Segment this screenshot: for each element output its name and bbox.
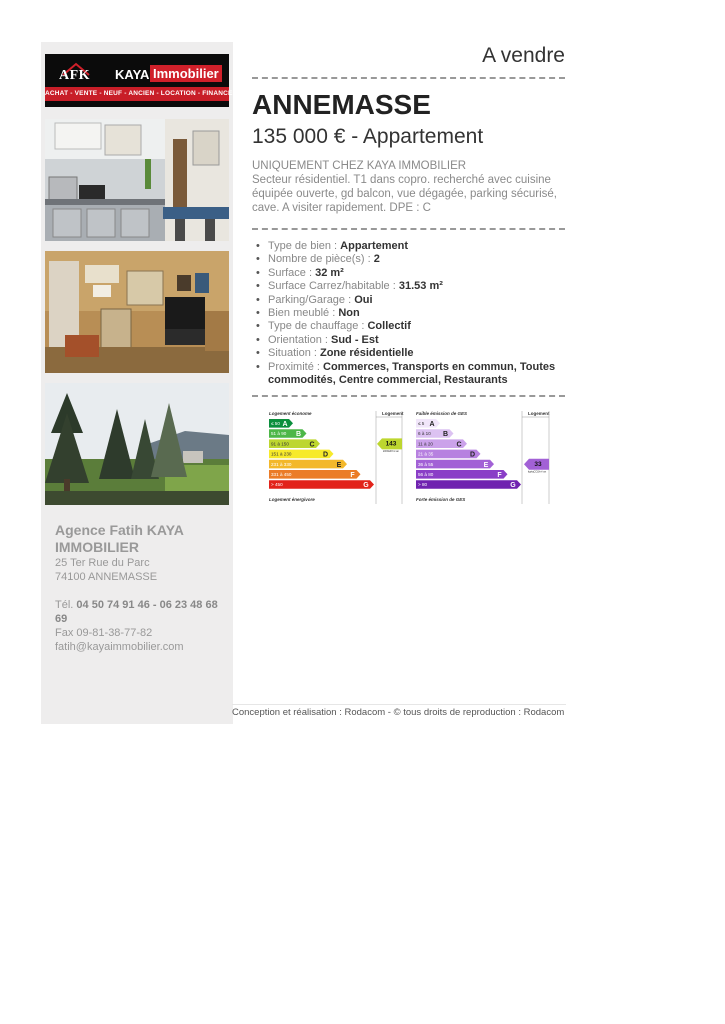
property-photo-kitchen[interactable] bbox=[45, 119, 229, 241]
ges-band-letter: D bbox=[469, 451, 476, 459]
dpe-header-right: Logement bbox=[382, 411, 404, 416]
listing-city: ANNEMASSE bbox=[252, 89, 431, 120]
agency-fax: Fax 09-81-38-77-82 bbox=[55, 627, 153, 639]
dpe-unit: kWhEP/m².an bbox=[383, 449, 399, 453]
energy-performance-chart bbox=[269, 411, 404, 504]
agency-logo bbox=[45, 54, 252, 107]
logo-tagline: ACHAT - VENTE - NEUF - ANCIEN - LOCATION - FINANCEMENT bbox=[45, 87, 229, 101]
dpe-band-letter: A bbox=[282, 421, 288, 428]
dpe-band-range: > 450 bbox=[271, 482, 283, 488]
ges-unit: kgéqCO2/m².an bbox=[527, 470, 547, 474]
ges-band-letter: E bbox=[483, 461, 489, 469]
divider bbox=[252, 77, 565, 79]
listing-price: 135 000 € - Appartement bbox=[252, 125, 484, 148]
agency-address-city: 74100 ANNEMASSE bbox=[55, 571, 158, 583]
feature-item: • Surface : 32 m² bbox=[252, 267, 565, 280]
feature-item: • Orientation : Sud - Est bbox=[252, 334, 565, 347]
ges-header-right: Logement bbox=[528, 411, 550, 416]
dpe-band-range: ≤ 50 bbox=[271, 421, 280, 426]
ges-band-range: ≤ 5 bbox=[418, 421, 425, 426]
dpe-band-letter: D bbox=[322, 451, 329, 459]
dpe-value: 143 bbox=[385, 440, 397, 448]
agency-email[interactable]: fatih@kayaimmobilier.com bbox=[55, 641, 184, 653]
feature-item: • Situation : Zone résidentielle bbox=[252, 347, 565, 360]
ges-footer: Forte émission de GES bbox=[416, 497, 466, 502]
ges-band-range: 6 à 10 bbox=[418, 431, 431, 437]
ges-band-range: 11 à 20 bbox=[418, 441, 433, 447]
listing-main bbox=[252, 42, 565, 397]
phone-label: Tél. bbox=[55, 599, 77, 611]
phone-numbers[interactable]: 04 50 74 91 46 - 06 23 48 68 69 bbox=[55, 599, 218, 625]
ges-band-range: > 80 bbox=[418, 482, 428, 488]
dpe-band-range: 331 à 450 bbox=[271, 472, 292, 477]
description-headline: UNIQUEMENT CHEZ KAYA IMMOBILIER bbox=[252, 160, 467, 172]
dpe-header-left: Logement économe bbox=[269, 411, 312, 416]
ges-emission-chart bbox=[416, 411, 550, 504]
description-body: Secteur résidentiel. T1 dans copro. recherché avec cuisine équipée ouverte, gd balcon, vue dégagée, parking sécurisé, cave. A visiter rapidement. DPE : C bbox=[252, 174, 557, 214]
dpe-band-letter: C bbox=[309, 441, 315, 449]
ges-band-range: 36 à 55 bbox=[418, 461, 434, 467]
ges-band-range: 56 à 80 bbox=[418, 472, 434, 477]
page-footer: Conception et réalisation : Rodacom - © tous droits de reproduction : Rodacom bbox=[232, 704, 566, 718]
dpe-band-range: 91 à 150 bbox=[271, 441, 289, 447]
ges-band-letter: F bbox=[497, 472, 502, 479]
energy-labels bbox=[266, 408, 551, 510]
feature-item: • Bien meublé : Non bbox=[252, 307, 565, 320]
divider bbox=[252, 228, 565, 230]
ges-value: 33 bbox=[534, 460, 542, 468]
feature-item: • Type de bien : Appartement bbox=[252, 240, 565, 253]
dpe-band-letter: E bbox=[336, 461, 342, 469]
property-photo-view[interactable] bbox=[45, 383, 229, 505]
agency-phone bbox=[55, 598, 227, 626]
dpe-band-range: 151 à 230 bbox=[271, 451, 292, 457]
dpe-band-range: 231 à 330 bbox=[271, 461, 292, 467]
feature-item: • Surface Carrez/habitable : 31.53 m² bbox=[252, 280, 565, 293]
divider bbox=[252, 395, 565, 397]
feature-item: • Parking/Garage : Oui bbox=[252, 294, 565, 307]
listing-description bbox=[252, 159, 565, 215]
logo-immobilier: Immobilier bbox=[150, 65, 222, 82]
ges-value-arrow bbox=[524, 459, 549, 474]
dpe-footer: Logement énergivore bbox=[269, 497, 315, 502]
dpe-band-range: 51 à 90 bbox=[271, 431, 287, 437]
feature-item: • Proximité : Commerces, Transports en commun, Toutes commodités, Centre commercial, Restaurants bbox=[252, 361, 565, 388]
ges-band-g bbox=[416, 480, 521, 489]
feature-item: • Type de chauffage : Collectif bbox=[252, 320, 565, 333]
logo-afk: AFK bbox=[59, 68, 91, 83]
ges-header-left: Faible émission de GES bbox=[416, 411, 468, 416]
ges-band-letter: A bbox=[429, 421, 435, 428]
agency-name: Agence Fatih KAYA IMMOBILIER bbox=[55, 522, 184, 555]
dpe-band-letter: G bbox=[363, 482, 369, 490]
ges-band-letter: C bbox=[456, 441, 462, 449]
ges-band-letter: G bbox=[510, 482, 516, 490]
agency-sidebar bbox=[41, 42, 252, 724]
dpe-band-letter: B bbox=[295, 431, 302, 439]
dpe-band-letter: F bbox=[350, 472, 355, 479]
feature-list bbox=[252, 240, 565, 387]
dpe-band-g bbox=[269, 480, 374, 489]
property-photo-living-room[interactable] bbox=[45, 251, 229, 373]
listing-status: A vendre bbox=[482, 44, 565, 67]
logo-kaya: KAYA bbox=[115, 67, 150, 82]
agency-address-street: 25 Ter Rue du Parc bbox=[55, 557, 150, 569]
feature-item: • Nombre de pièce(s) : 2 bbox=[252, 253, 565, 266]
agency-contact bbox=[55, 522, 227, 654]
dpe-value-arrow bbox=[377, 438, 402, 453]
ges-band-range: 21 à 35 bbox=[418, 451, 434, 457]
ges-band-letter: B bbox=[442, 431, 449, 439]
